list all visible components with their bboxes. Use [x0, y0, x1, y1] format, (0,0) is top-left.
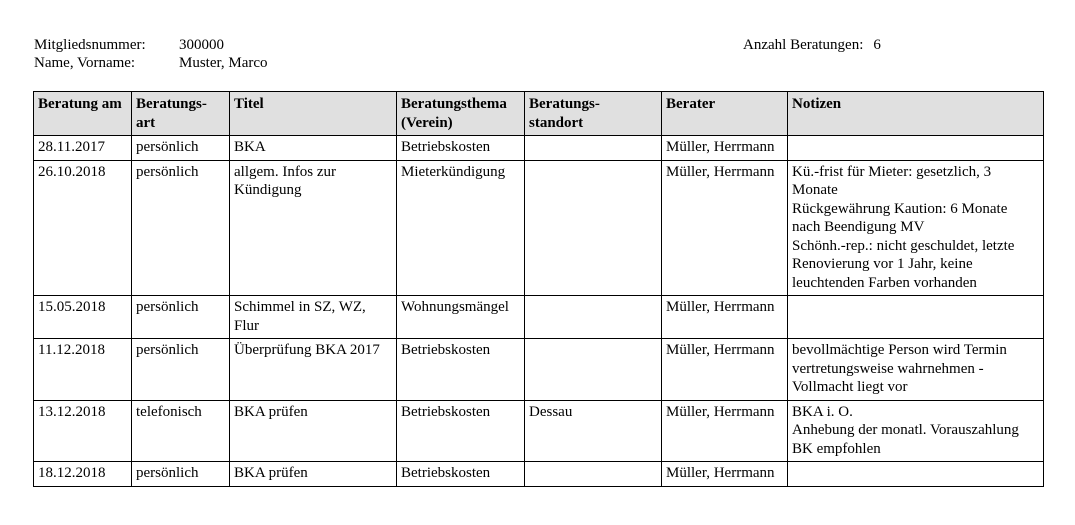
cell-type: persönlich [132, 160, 230, 296]
cell-topic: Betriebskosten [397, 339, 525, 401]
member-name-row [34, 54, 268, 72]
cell-type: persönlich [132, 339, 230, 401]
cell-title: BKA prüfen [230, 462, 397, 487]
cell-advisor: Müller, Herrmann [662, 160, 788, 296]
cell-topic: Betriebskosten [397, 462, 525, 487]
cell-topic: Betriebskosten [397, 400, 525, 462]
table-row [34, 136, 1044, 161]
column-header: Beratungs- standort [525, 92, 662, 136]
cell-notes: bevollmächtige Person wird Termin vertretungsweise wahrnehmen - Vollmacht liegt vor [788, 339, 1044, 401]
cell-location [525, 136, 662, 161]
column-header: Berater [662, 92, 788, 136]
cell-title: BKA [230, 136, 397, 161]
table-row [34, 160, 1044, 296]
cell-date: 11.12.2018 [34, 339, 132, 401]
cell-title: Schimmel in SZ, WZ, Flur [230, 296, 397, 339]
cell-advisor: Müller, Herrmann [662, 296, 788, 339]
cell-title: allgem. Infos zur Kündigung [230, 160, 397, 296]
table-row [34, 296, 1044, 339]
cell-advisor: Müller, Herrmann [662, 400, 788, 462]
table-row [34, 462, 1044, 487]
consultation-count [743, 36, 881, 54]
cell-advisor: Müller, Herrmann [662, 339, 788, 401]
cell-date: 28.11.2017 [34, 136, 132, 161]
cell-notes [788, 136, 1044, 161]
member-name-value: Muster, Marco [179, 55, 268, 71]
member-number-value: 300000 [179, 37, 224, 53]
member-info [34, 36, 268, 72]
column-header: Beratungsthema (Verein) [397, 92, 525, 136]
cell-notes [788, 462, 1044, 487]
member-number-row [34, 36, 268, 54]
consultation-count-value: 6 [873, 37, 881, 53]
cell-notes: BKA i. O. Anhebung der monatl. Vorauszahlung BK empfohlen [788, 400, 1044, 462]
table-row [34, 339, 1044, 401]
cell-type: persönlich [132, 136, 230, 161]
column-header: Titel [230, 92, 397, 136]
column-header: Notizen [788, 92, 1044, 136]
cell-type: telefonisch [132, 400, 230, 462]
cell-date: 26.10.2018 [34, 160, 132, 296]
cell-location [525, 296, 662, 339]
cell-type: persönlich [132, 462, 230, 487]
cell-date: 13.12.2018 [34, 400, 132, 462]
cell-topic: Betriebskosten [397, 136, 525, 161]
cell-title: BKA prüfen [230, 400, 397, 462]
column-header: Beratung am [34, 92, 132, 136]
cell-notes: Kü.-frist für Mieter: gesetzlich, 3 Monate Rückgewährung Kaution: 6 Monate nach Beendigung MV Schönh.-rep.: nicht geschuldet, letzte Renovierung vor 1 Jahr, keine leuchtenden Farben vorhanden [788, 160, 1044, 296]
cell-advisor: Müller, Herrmann [662, 136, 788, 161]
cell-type: persönlich [132, 296, 230, 339]
cell-location [525, 462, 662, 487]
consultations-table [33, 91, 1044, 487]
cell-location: Dessau [525, 400, 662, 462]
table-header-row [34, 92, 1044, 136]
cell-topic: Wohnungsmängel [397, 296, 525, 339]
cell-topic: Mieterkündigung [397, 160, 525, 296]
member-number-label: Mitgliedsnummer: [34, 37, 146, 53]
cell-advisor: Müller, Herrmann [662, 462, 788, 487]
consultation-count-label: Anzahl Beratungen: [743, 37, 864, 53]
table-row [34, 400, 1044, 462]
cell-date: 18.12.2018 [34, 462, 132, 487]
cell-notes [788, 296, 1044, 339]
cell-location [525, 160, 662, 296]
cell-location [525, 339, 662, 401]
column-header: Beratungs- art [132, 92, 230, 136]
member-name-label: Name, Vorname: [34, 55, 136, 71]
cell-title: Überprüfung BKA 2017 [230, 339, 397, 401]
cell-date: 15.05.2018 [34, 296, 132, 339]
